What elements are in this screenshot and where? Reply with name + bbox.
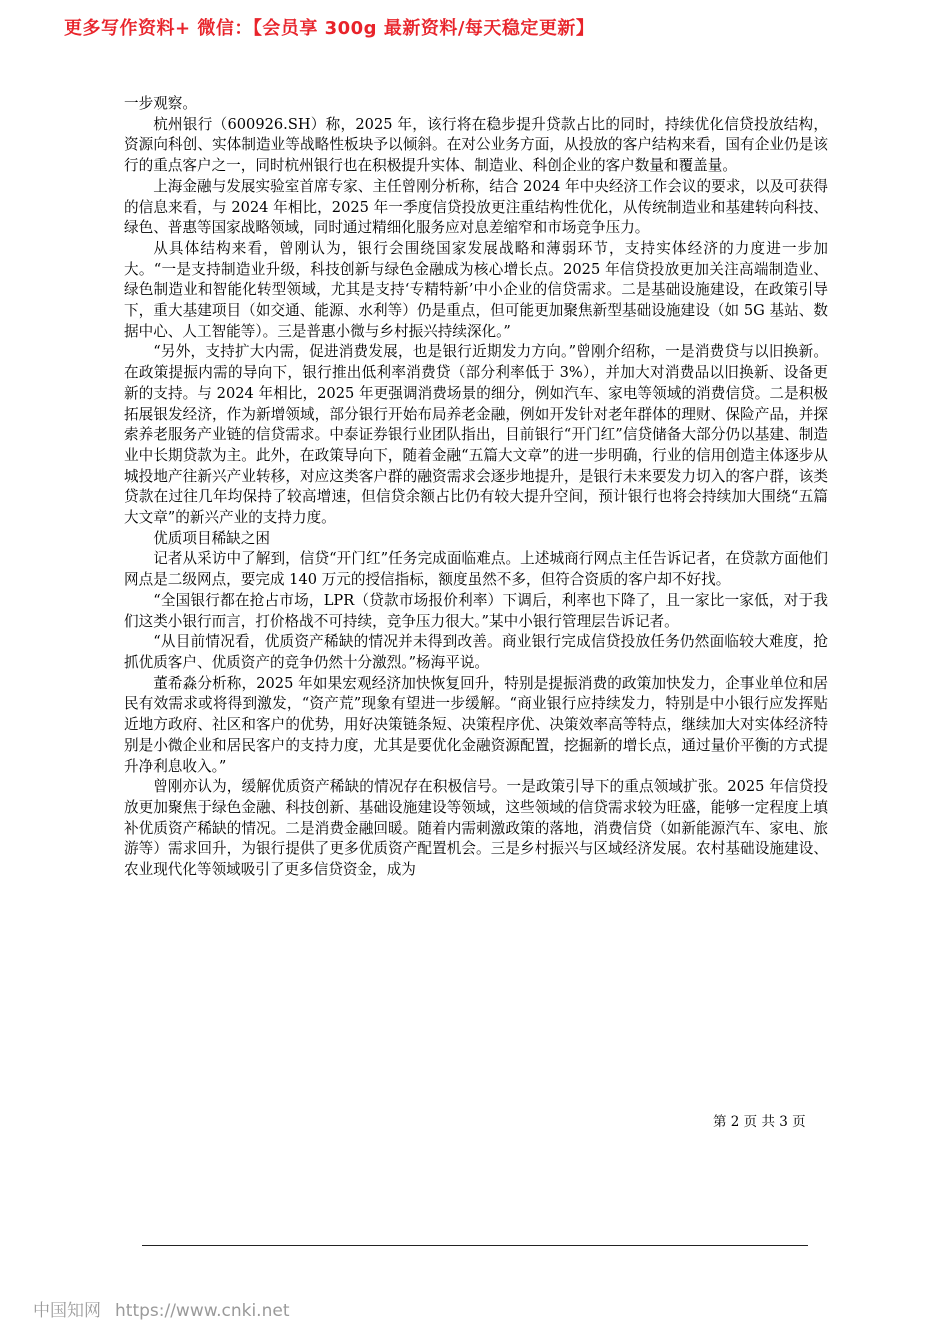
promo-banner: 更多写作资料+ 微信：【会员享 300g 最新资料/每天稳定更新】 (64, 18, 595, 39)
paragraph: “另外，支持扩大内需，促进消费发展，也是银行近期发力方向。”曾刚介绍称，一是消费贷与以旧换新。在政策提振内需的导向下，银行推出低利率消费贷（部分利率低于 3%），并加大对消费品以旧换新、设备更新的支持。与 2024 年相比，2025 年更强调消费场景的细分，例如汽车、家电等领域的消费信贷。二是积极拓展银发经济，作为新增领域，部分银行开始布局养老金融，例如开发针对老年群体的理财、保险产品，并探索养老服务产业链的信贷需求。中泰证券银行业团队指出，目前银行“开门红”信贷储备大部分仍以基建、制造业中长期贷款为主。此外，在政策导向下，随着金融“五篇大文章”的进一步明确，行业的信用创造主体逐步从城投地产往新兴产业转移，对应这类客户群的融资需求会逐步地提升，是银行未来要发力切入的客户群，该类贷款在过往几年均保持了较高增速，但信贷余额占比仍有较大提升空间，预计银行也将会持续加大围绕“五篇大文章”的新兴产业的支持力度。 (124, 343, 828, 527)
section-heading: 优质项目稀缺之困 (153, 529, 270, 547)
paragraph: 上海金融与发展实验室首席专家、主任曾刚分析称，结合 2024 年中央经济工作会议的要求，以及可获得的信息来看，与 2024 年相比，2025 年一季度信贷投放更注重结构性优化，从传统制造业和基建转向科技、绿色、普惠等国家战略领域，同时通过精细化服务应对息差缩窄和市场竞争压力。 (124, 177, 828, 237)
article-body (124, 94, 828, 881)
footer-divider (142, 1245, 808, 1246)
paragraph: 董希淼分析称，2025 年如果宏观经济加快恢复回升，特别是提振消费的政策加快发力，企事业单位和居民有效需求或将得到激发，“资产荒”现象有望进一步缓解。“商业银行应持续发力，特别是中小银行应发挥贴近地方政府、社区和客户的优势，用好决策链条短、决策程序优、决策效率高等特点，继续加大对实体经济特别是小微企业和居民客户的支持力度，尤其是要优化金融资源配置，挖掘新的增长点，通过量价平衡的方式提升净利息收入。” (124, 674, 828, 775)
paragraph: 记者从采访中了解到，信贷“开门红”任务完成面临难点。上述城商行网点主任告诉记者，在贷款方面他们网点是二级网点，要完成 140 万元的授信指标，额度虽然不多，但符合资质的客户却不好找。 (124, 550, 828, 589)
paragraph: 曾刚亦认为，缓解优质资产稀缺的情况存在积极信号。一是政策引导下的重点领域扩张。2025 年信贷投放更加聚焦于绿色金融、科技创新、基础设施建设等领域，这些领域的信贷需求较为旺盛，能够一定程度上填补优质资产稀缺的情况。二是消费金融回暖。随着内需刺激政策的落地，消费信贷（如新能源汽车、家电、旅游等）需求回升，为银行提供了更多优质资产配置机会。三是乡村振兴与区域经济发展。农村基础设施建设、农业现代化等领域吸引了更多信贷资金，成为 (124, 778, 828, 879)
paragraph: 杭州银行（600926.SH）称，2025 年，该行将在稳步提升贷款占比的同时，持续优化信贷投放结构，资源向科创、实体制造业等战略性板块予以倾斜。在对公业务方面，从投放的客户结构来看，国有企业仍是该行的重点客户之一，同时杭州银行也在积极提升实体、制造业、科创企业的客户数量和覆盖量。 (124, 115, 828, 175)
paragraph: 从具体结构来看，曾刚认为，银行会围绕国家发展战略和薄弱环节，支持实体经济的力度进一步加大。“一是支持制造业升级，科技创新与绿色金融成为核心增长点。2025 年信贷投放更加关注高端制造业、绿色制造业和智能化转型领域，尤其是支持‘专精特新’中小企业的信贷需求。二是基础设施建设，在政策引导下，重大基建项目（如交通、能源、水利等）仍是重点，但可能更加聚焦新型基础设施建设（如 5G 基站、数据中心、人工智能等）。三是普惠小微与乡村振兴持续深化。” (124, 239, 828, 340)
cnki-watermark (33, 1296, 289, 1321)
watermark-url: https://www.cnki.net (115, 1301, 290, 1321)
paragraph: “全国银行都在抢占市场，LPR（贷款市场报价利率）下调后，利率也下降了，且一家比一家低，对于我们这类小银行而言，打价格战不可持续，竞争压力很大。”某中小银行管理层告诉记者。 (124, 591, 828, 630)
paragraph: “从目前情况看，优质资产稀缺的情况并未得到改善。商业银行完成信贷投放任务仍然面临较大难度，抢抓优质客户、优质资产的竞争仍然十分激烈。”杨海平说。 (124, 633, 828, 671)
page-number: 第 2 页 共 3 页 (713, 1114, 806, 1130)
paragraph: 一步观察。 (124, 95, 197, 112)
watermark-site-name: 中国知网 (33, 1301, 101, 1321)
